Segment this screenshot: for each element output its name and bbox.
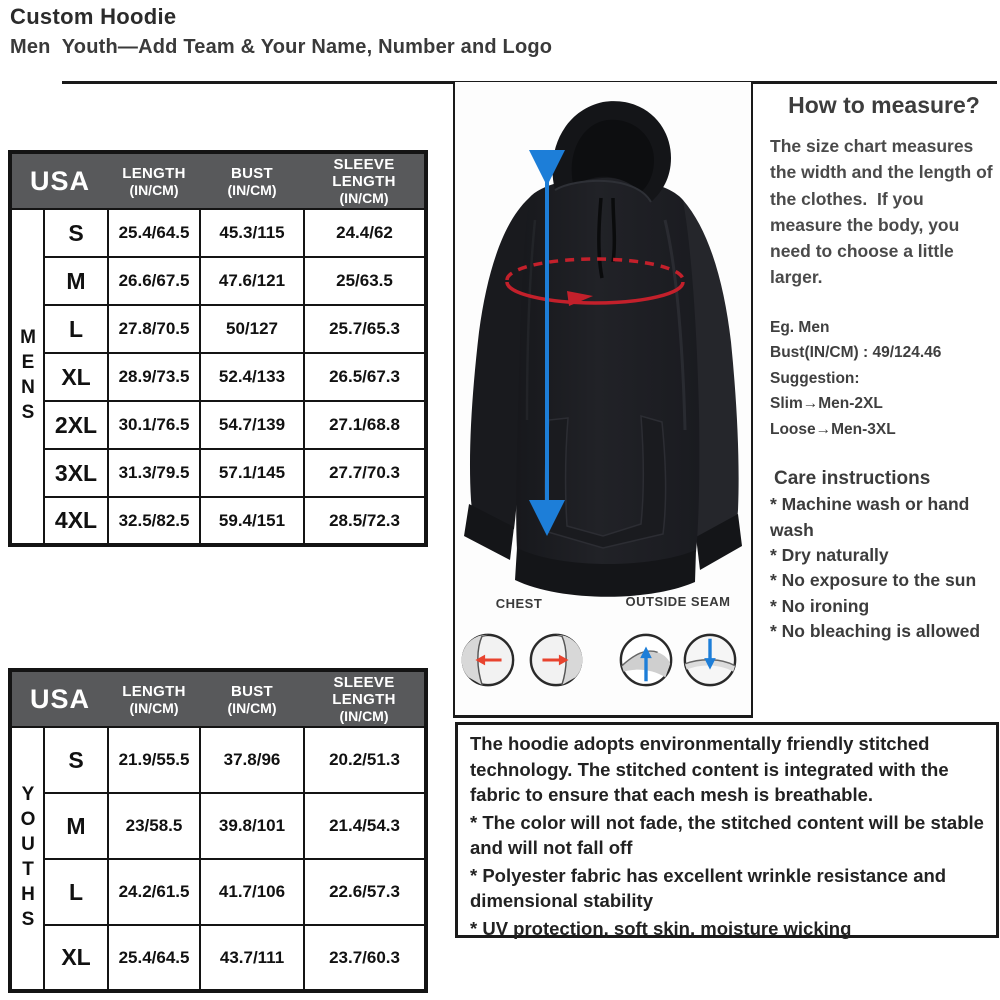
product-description-box [455, 722, 999, 938]
sleeve-cell: 22.6/57.3 [304, 859, 426, 925]
bust-header: BUST (IN/CM) [200, 152, 304, 209]
mens-size-table [8, 150, 428, 547]
size-cell: 3XL [44, 449, 108, 497]
sizing-example-block [770, 315, 998, 443]
length-cell: 21.9/55.5 [108, 727, 200, 793]
page-subtitle: Men Youth—Add Team & Your Name, Number and Logo [10, 36, 553, 58]
care-item: * No bleaching is allowed [770, 621, 981, 642]
example-line: Suggestion: [770, 369, 860, 387]
bust-cell: 52.4/133 [200, 353, 304, 401]
length-cell: 25.4/64.5 [108, 925, 200, 991]
care-item: * Dry naturally [770, 545, 889, 566]
sleeve-cell: 23.7/60.3 [304, 925, 426, 991]
table-row [10, 859, 426, 925]
bust-header: BUST (IN/CM) [200, 670, 304, 727]
table-header-row [10, 670, 426, 727]
length-cell: 25.4/64.5 [108, 209, 200, 257]
length-header: LENGTH (IN/CM) [108, 152, 200, 209]
example-line: Slim→Men-2XL [770, 395, 883, 413]
sleeve-cell: 27.7/70.3 [304, 449, 426, 497]
table-row [10, 793, 426, 859]
youths-side-label: YOUTHS [10, 727, 44, 991]
size-cell: M [44, 793, 108, 859]
bust-cell: 37.8/96 [200, 727, 304, 793]
care-item: * No exposure to the sun [770, 570, 977, 591]
bust-cell: 54.7/139 [200, 401, 304, 449]
size-cell: 2XL [44, 401, 108, 449]
bust-cell: 39.8/101 [200, 793, 304, 859]
description-intro: The hoodie adopts environmentally friendly stitched technology. The stitched content is integrated with the fabric to ensure that each mesh is breathable. [470, 733, 949, 806]
how-to-measure-heading: How to measure? [788, 92, 980, 118]
bust-cell: 45.3/115 [200, 209, 304, 257]
example-line: Bust(IN/CM) : 49/124.46 [770, 344, 942, 362]
bust-cell: 43.7/111 [200, 925, 304, 991]
size-cell: XL [44, 353, 108, 401]
hoodie-measure-panel [453, 82, 753, 718]
sleeve-header: SLEEVE LENGTH (IN/CM) [304, 152, 426, 209]
length-cell: 26.6/67.5 [108, 257, 200, 305]
table-row [10, 305, 426, 353]
length-cell: 23/58.5 [108, 793, 200, 859]
description-bullet: * The color will not fade, the stitched content will be stable and will not fall off [470, 811, 984, 859]
bust-cell: 50/127 [200, 305, 304, 353]
size-cell: M [44, 257, 108, 305]
table-row [10, 449, 426, 497]
outside-seam-down-icon [681, 629, 739, 691]
how-to-measure-intro: The size chart measures the width and the length of the clothes. If you measure the body, you need to choose a little larger. [770, 136, 998, 288]
table-header-row [10, 152, 426, 209]
sleeve-cell: 24.4/62 [304, 209, 426, 257]
sleeve-cell: 27.1/68.8 [304, 401, 426, 449]
size-cell: L [44, 859, 108, 925]
youths-size-table [8, 668, 428, 993]
chest-label: CHEST [495, 596, 543, 611]
sleeve-cell: 28.5/72.3 [304, 497, 426, 545]
chest-measure-right-icon [527, 629, 585, 691]
outside-seam-up-icon [617, 629, 675, 691]
sleeve-cell: 26.5/67.3 [304, 353, 426, 401]
table-row [10, 497, 426, 545]
sleeve-cell: 25.7/65.3 [304, 305, 426, 353]
size-cell: S [44, 209, 108, 257]
table-row [10, 401, 426, 449]
bust-cell: 59.4/151 [200, 497, 304, 545]
bust-cell: 41.7/106 [200, 859, 304, 925]
sleeve-header: SLEEVE LENGTH (IN/CM) [304, 670, 426, 727]
length-cell: 30.1/76.5 [108, 401, 200, 449]
size-cell: S [44, 727, 108, 793]
length-cell: 31.3/79.5 [108, 449, 200, 497]
bust-cell: 47.6/121 [200, 257, 304, 305]
example-line: Loose→Men-3XL [770, 420, 896, 438]
chest-measure-left-icon [459, 629, 517, 691]
mens-side-label: MENS [10, 209, 44, 545]
sleeve-cell: 20.2/51.3 [304, 727, 426, 793]
length-cell: 32.5/82.5 [108, 497, 200, 545]
usa-header: USA [10, 670, 108, 727]
how-to-measure-panel [770, 92, 998, 645]
care-item: * Machine wash or hand wash [770, 494, 970, 540]
description-bullet: * Polyester fabric has excellent wrinkle resistance and dimensional stability [470, 864, 947, 912]
usa-header: USA [10, 152, 108, 209]
sleeve-cell: 25/63.5 [304, 257, 426, 305]
care-item: * No ironing [770, 595, 870, 616]
sleeve-cell: 21.4/54.3 [304, 793, 426, 859]
table-row [10, 257, 426, 305]
table-row [10, 353, 426, 401]
care-instructions-heading: Care instructions [774, 468, 931, 490]
length-header: LENGTH (IN/CM) [108, 670, 200, 727]
page-title: Custom Hoodie [10, 4, 177, 29]
table-row [10, 727, 426, 793]
size-cell: 4XL [44, 497, 108, 545]
description-bullet: * UV protection, soft skin, moisture wicking [470, 917, 852, 939]
outside-seam-label: OUTSIDE SEAM [625, 594, 731, 609]
length-cell: 28.9/73.5 [108, 353, 200, 401]
table-row [10, 209, 426, 257]
table-row [10, 925, 426, 991]
size-cell: XL [44, 925, 108, 991]
bust-cell: 57.1/145 [200, 449, 304, 497]
length-cell: 27.8/70.5 [108, 305, 200, 353]
size-cell: L [44, 305, 108, 353]
length-cell: 24.2/61.5 [108, 859, 200, 925]
example-line: Eg. Men [770, 318, 830, 336]
hoodie-image [455, 90, 751, 600]
